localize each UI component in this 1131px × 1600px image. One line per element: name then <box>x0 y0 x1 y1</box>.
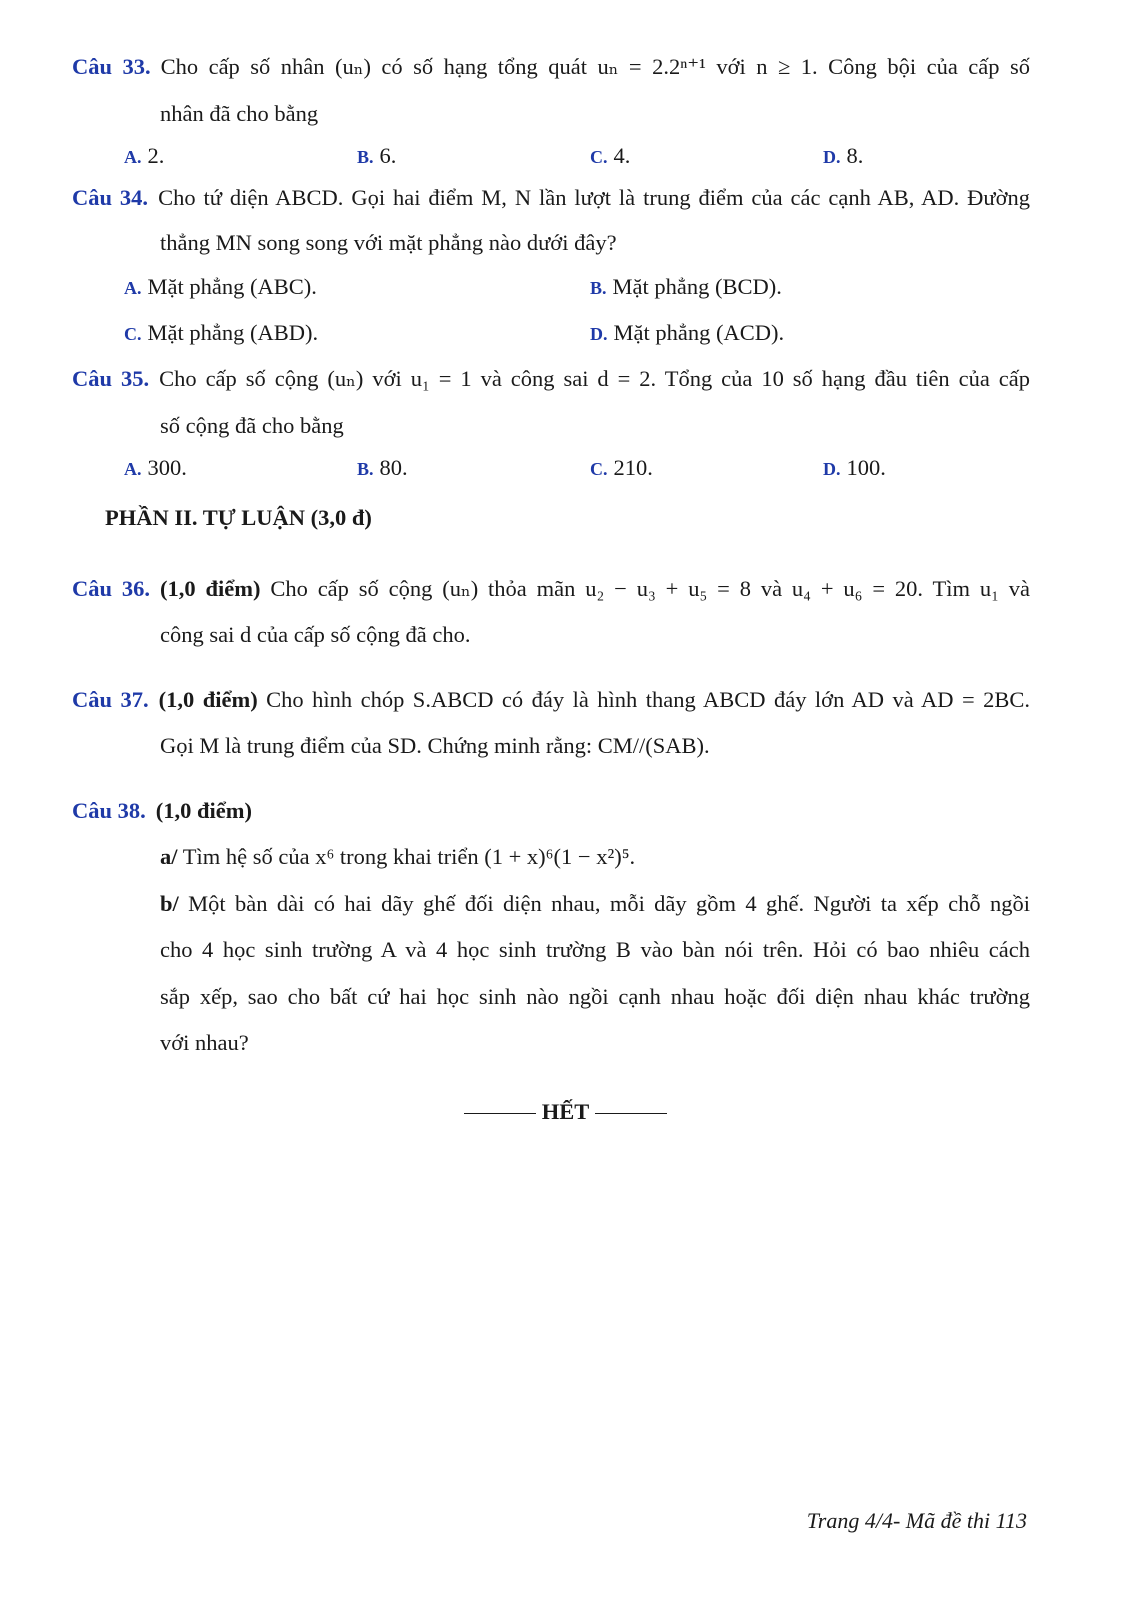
option-label: D. <box>823 459 841 479</box>
q38-b-text1: Một bàn dài có hai dãy ghế đối diện nhau, mỗi dãy gồm 4 ghế. Người ta xếp chỗ ngồi <box>188 891 1031 916</box>
option-text: 300. <box>147 455 187 480</box>
q33-option-d <box>823 141 863 172</box>
q34-option-b <box>590 272 782 303</box>
q33-line1 <box>72 52 1030 82</box>
option-text: 2. <box>147 143 165 168</box>
q38-line1 <box>72 796 252 826</box>
q33-line2: nhân đã cho bằng <box>160 101 319 126</box>
q38-part-b-line3: sắp xếp, sao cho bất cứ hai học sinh nào ngồi cạnh nhau hoặc đối diện nhau khác trường <box>160 984 1030 1009</box>
q36-points: (1,0 điểm) <box>160 576 261 601</box>
end-text: HẾT <box>541 1099 590 1124</box>
option-text: 4. <box>613 143 631 168</box>
q35-text1: Cho cấp số cộng (uₙ) với u₁ = 1 và công sai d = 2. Tổng của 10 số hạng đầu tiên của cấp <box>159 366 1031 391</box>
option-label: C. <box>590 147 608 167</box>
q38-points: (1,0 điểm) <box>155 798 252 823</box>
q34-option-d <box>590 318 784 349</box>
option-label: A. <box>124 147 142 167</box>
option-label: C. <box>124 324 142 344</box>
option-label: B. <box>357 459 374 479</box>
q38-part-b-line1 <box>160 889 1030 919</box>
q36-line2: công sai d của cấp số cộng đã cho. <box>160 622 471 647</box>
q34-line1 <box>72 183 1030 213</box>
q38-label: Câu 38. <box>72 798 146 823</box>
option-label: A. <box>124 459 142 479</box>
q33-text1: Cho cấp số nhân (uₙ) có số hạng tổng quát uₙ = 2.2ⁿ⁺¹ với n ≥ 1. Công bội của cấp số <box>160 54 1030 79</box>
option-text: 80. <box>379 455 408 480</box>
q38-part-a <box>160 842 635 872</box>
q37-line2: Gọi M là trung điểm của SD. Chứng minh rằng: CM//(SAB). <box>160 733 710 758</box>
q36-text1: Cho cấp số cộng (uₙ) thỏa mãn u₂ − u₃ + u₅ = 8 và u₄ + u₆ = 20. Tìm u₁ và <box>270 576 1031 601</box>
q33-option-b <box>357 141 396 172</box>
section-title: PHẦN II. TỰ LUẬN (3,0 đ) <box>105 505 372 530</box>
q37-points: (1,0 điểm) <box>158 687 258 712</box>
q38-a-text: Tìm hệ số của x⁶ trong khai triển (1 + x)⁶(1 − x²)⁵. <box>182 844 636 869</box>
option-text: Mặt phẳng (BCD). <box>612 274 782 299</box>
q35-line1 <box>72 364 1030 394</box>
end-marker <box>0 1097 1131 1127</box>
q34-option-c <box>124 318 318 349</box>
q36-line1 <box>72 574 1030 604</box>
q35-line2: số cộng đã cho bằng <box>160 413 344 438</box>
page-footer: Trang 4/4- Mã đề thi 113 <box>806 1508 1027 1533</box>
q38-a-label: a/ <box>160 844 178 869</box>
option-label: C. <box>590 459 608 479</box>
q38-part-b-line4: với nhau? <box>160 1030 249 1055</box>
q38-b-label: b/ <box>160 891 179 916</box>
q34-line2: thẳng MN song song với mặt phẳng nào dưới đây? <box>160 230 617 255</box>
q34-label: Câu 34. <box>72 185 149 210</box>
q36-label: Câu 36. <box>72 576 150 601</box>
option-text: 6. <box>379 143 397 168</box>
end-rule-left <box>464 1113 536 1114</box>
q35-label: Câu 35. <box>72 366 150 391</box>
q37-label: Câu 37. <box>72 687 149 712</box>
q37-line1 <box>72 685 1030 715</box>
q38-part-b-line2: cho 4 học sinh trường A và 4 học sinh trường B vào bàn nói trên. Hỏi có bao nhiêu cách <box>160 937 1030 962</box>
option-text: 100. <box>846 455 886 480</box>
option-label: A. <box>124 278 142 298</box>
q33-option-a <box>124 141 164 172</box>
option-label: B. <box>590 278 607 298</box>
q35-option-a <box>124 453 187 484</box>
option-text: Mặt phẳng (ABC). <box>147 274 317 299</box>
option-text: 210. <box>613 455 653 480</box>
q35-option-d <box>823 453 886 484</box>
option-text: Mặt phẳng (ABD). <box>147 320 319 345</box>
q33-label: Câu 33. <box>72 54 151 79</box>
q34-text1: Cho tứ diện ABCD. Gọi hai điểm M, N lần lượt là trung điểm của các cạnh AB, AD. Đường <box>158 185 1030 210</box>
option-text: 8. <box>846 143 864 168</box>
option-label: D. <box>823 147 841 167</box>
option-text: Mặt phẳng (ACD). <box>613 320 785 345</box>
option-label: D. <box>590 324 608 344</box>
q37-text1: Cho hình chóp S.ABCD có đáy là hình thang ABCD đáy lớn AD và AD = 2BC. <box>266 687 1030 712</box>
option-label: B. <box>357 147 374 167</box>
end-rule-right <box>595 1113 667 1114</box>
q33-option-c <box>590 141 630 172</box>
q34-option-a <box>124 272 317 303</box>
q35-option-c <box>590 453 653 484</box>
q35-option-b <box>357 453 408 484</box>
